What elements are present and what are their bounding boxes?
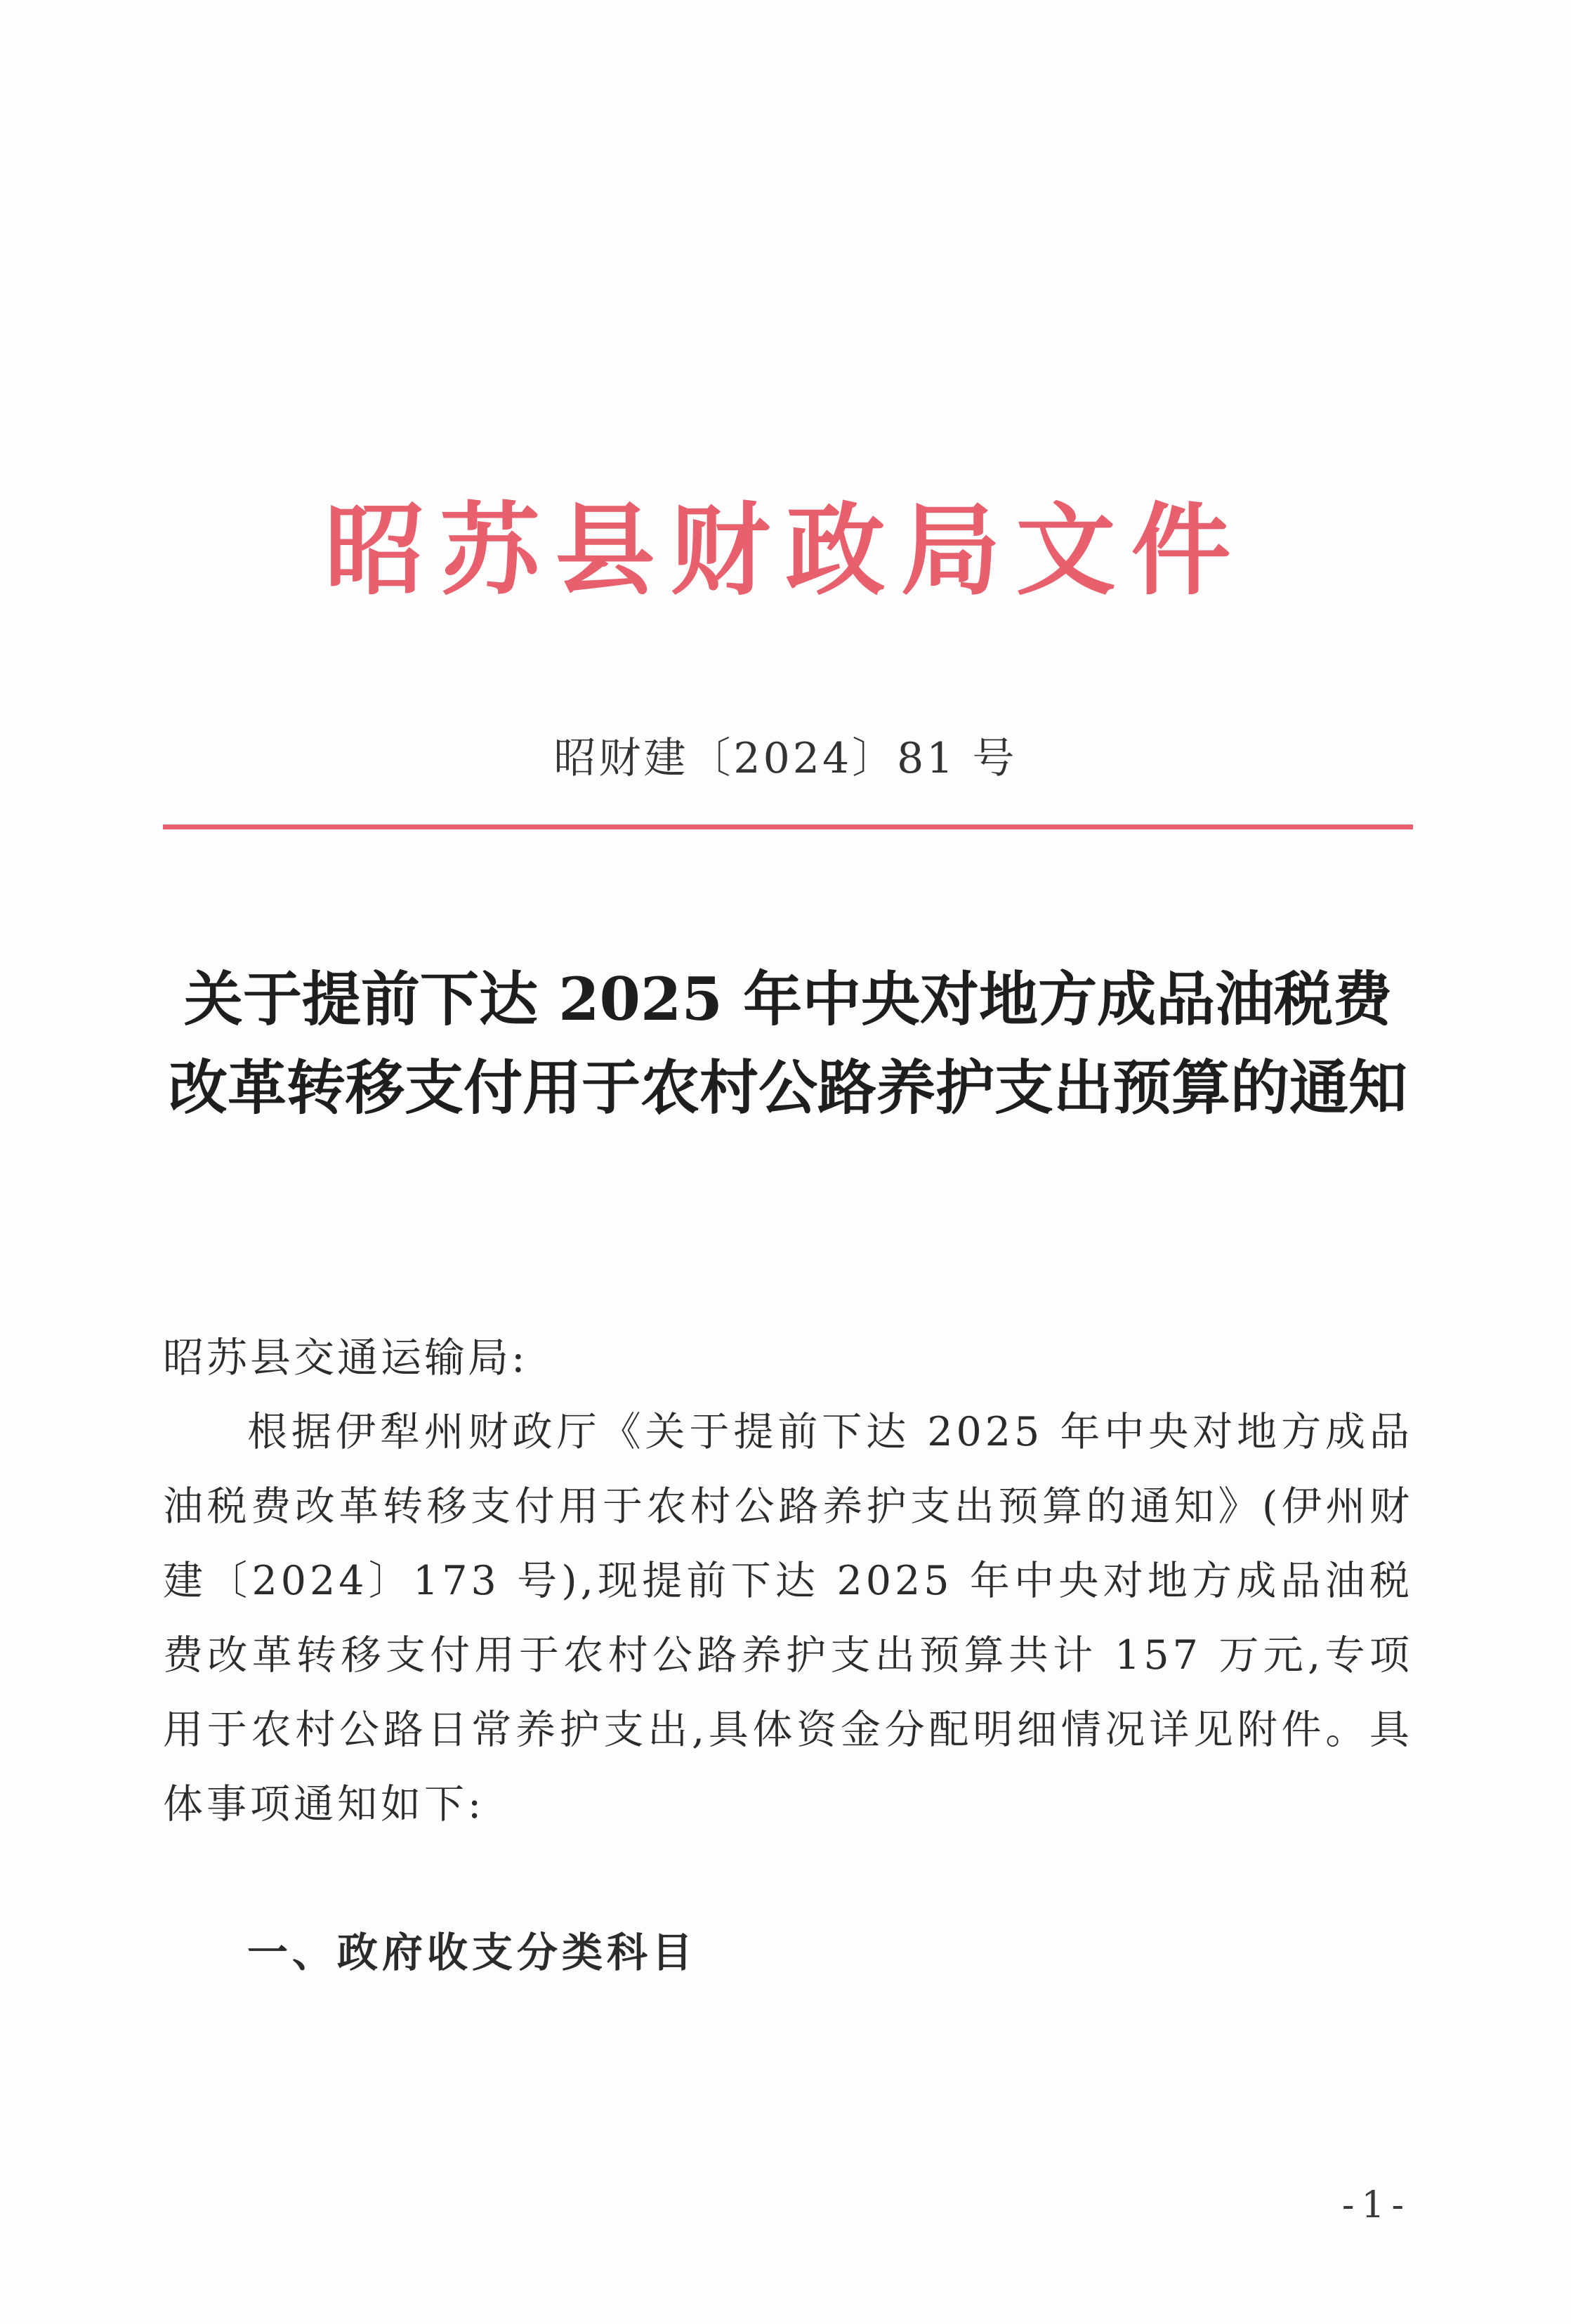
section-heading: 一、政府收支分类科目 xyxy=(247,1929,697,1976)
body-paragraph: 根据伊犁州财政厅《关于提前下达 2025 年中央对地方成品油税费改革转移支付用于农村公路养护支出预算的通知》(伊州财建〔2024〕173 号),现提前下达 2025 年中央对地方成品油税费改革转移支付用于农村公路养护支出预算共计 157 万元,专项用于农村公路日常养护支出,具体资金分配明细情况详见附件。具体事项通知如下: xyxy=(163,1409,1413,1827)
document-title: 关于提前下达 2025 年中央对地方成品油税费改革转移支付用于农村公路养护支出预算的通知 xyxy=(168,964,1407,1122)
page-number: -1- xyxy=(1341,2184,1412,2226)
document-number: 昭财建〔2024〕81 号 xyxy=(553,734,1018,783)
red-divider-line xyxy=(163,825,1413,829)
salutation: 昭苏县交通运输局: xyxy=(163,1334,528,1381)
document-header: 昭苏县财政局文件 xyxy=(324,493,1247,609)
